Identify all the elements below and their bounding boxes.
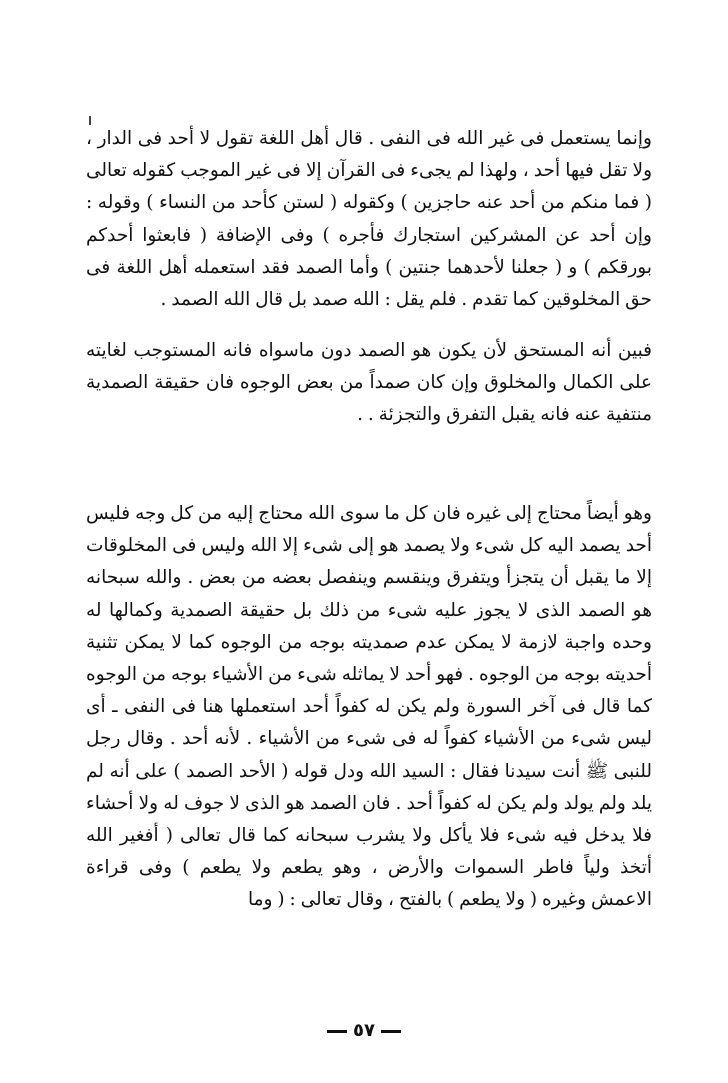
paragraph-1 <box>86 123 652 316</box>
paragraph-text: وهو أيضاً محتاج إلى غيره فان كل ما سوى الله محتاج إليه من كل وجه فليس أحد يصمد اليه كل شىء ولا يصمد هو إلى شىء إلا الله وليس فى المخلوقات إلا ما يقبل أن يتجزأ ويتفرق وينقسم وينفصل بعضه من بعض . والله سبحانه هو الصمد الذى لا يجوز عليه شىء من ذلك بل حقيقة الصمدية وكمالها له وحده واجبة لازمة لا يمكن عدم صمديته بوجه من الوجوه كما لا يمكن تثنية أحديته بوجه من الوجوه . فهو أحد لا يماثله شىء من الأشياء بوجه من الوجوه كما قال فى آخر السورة ولم يكن له كفواً أحد استعملها هنا فى النفى ـ أى ليس شىء من الأشياء كفواً له فى شىء من الأشياء . لأنه أحد . وقال رجل للنبى ﷺ أنت سيدنا فقال : السيد الله ودل قوله ( الأحد الصمد ) على أنه لم يلد ولم يولد ولم يكن له كفواً أحد . فان الصمد هو الذى لا جوف له ولا أحشاء فلا يدخل فيه شىء فلا يأكل ولا يشرب سبحانه كما قال تعالى ( أفغير الله أتخذ ولياً فاطر السموات والأرض ، وهو يطعم ولا يطعم ) وفى قراءة الاعمش وغيره ( ولا يطعم ) بالفتح ، وقال تعالى : ( وما <box>86 503 652 911</box>
paragraph-text: فبين أنه المستحق لأن يكون هو الصمد دون ماسواه فانه المستوجب لغايته على الكمال والمخلوق وإن كان صمداً من بعض الوجوه فان حقيقة الصمدية منتفية عنه فانه يقبل التفرق والتجزئة . . <box>86 340 652 426</box>
page-number-footer <box>0 1020 728 1041</box>
paragraph-2 <box>86 335 652 432</box>
paragraph-text: وإنما يستعمل فى غير الله فى النفى . قال أهل اللغة تقول لا أحد فى الدار ، ولا تقل فيها أحد ، ولهذا لم يجىء فى القرآن إلا فى غير الموجب كقوله تعالى ( فما منكم من أحد عنه حاجزين ) وكقوله ( لستن كأحد من النساء ) وقوله : وإن أحد عن المشركين استجارك فأجره ) وفى الإضافة ( فابعثوا أحدكم بورقكم ) و ( جعلنا لأحدهما جنتين ) وأما الصمد فقد استعمله أهل اللغة فى حق المخلوقين كما تقدم . فلم يقل : الله صمد بل قال الله الصمد . <box>86 128 652 311</box>
dash-right <box>327 1030 347 1033</box>
paragraph-3 <box>86 498 652 917</box>
page-number: ٥٧ <box>353 1020 375 1041</box>
dash-left <box>381 1030 401 1033</box>
